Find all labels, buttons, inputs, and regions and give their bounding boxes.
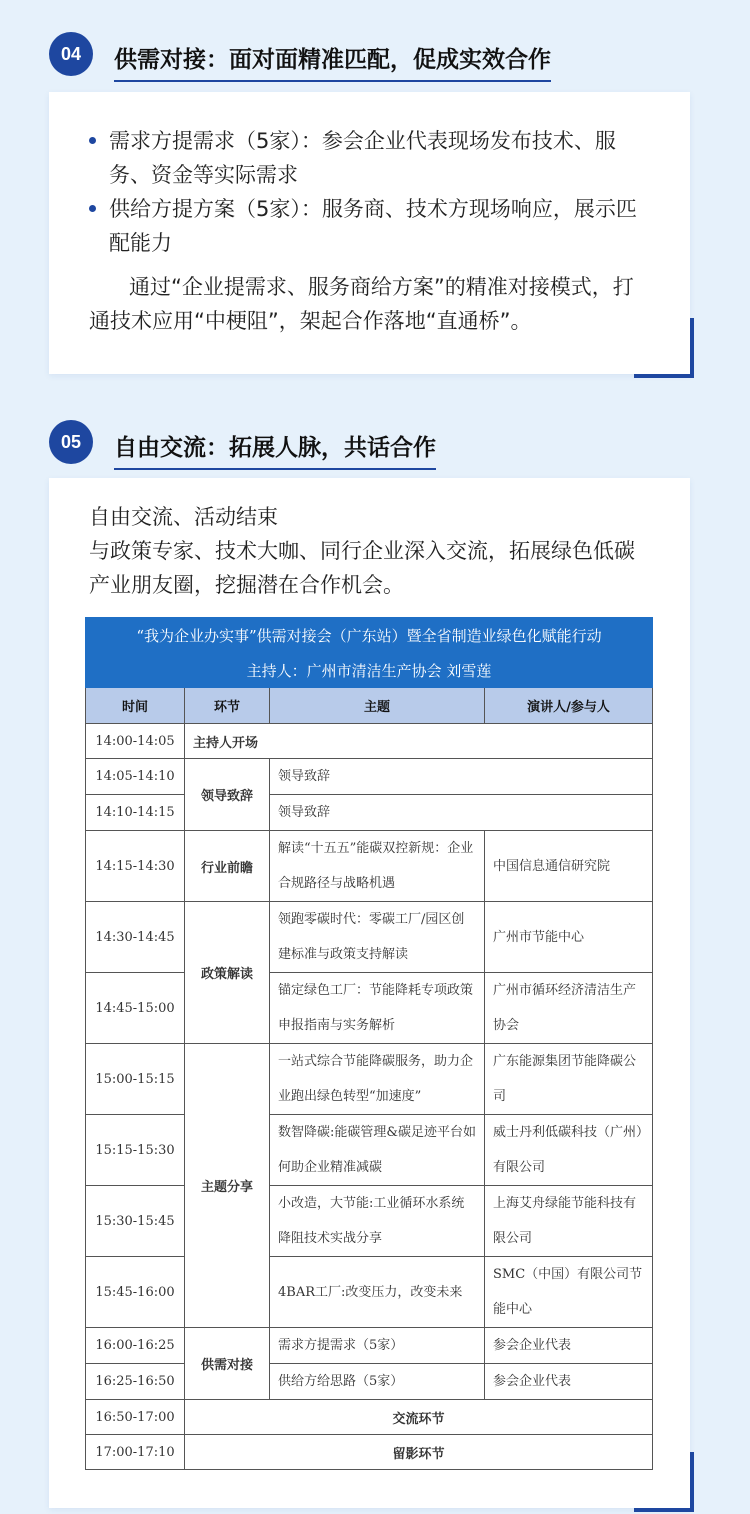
row-topic: 锚定绿色工厂：节能降耗专项政策申报指南与实务解析 [270,973,485,1044]
row-time: 15:15-15:30 [86,1115,185,1186]
section-05-title: 自由交流：拓展人脉，共话合作 [114,429,436,470]
row-speaker: 参会企业代表 [485,1364,653,1400]
row-time: 15:45-16:00 [86,1257,185,1328]
row-topic: 领跑零碳时代：零碳工厂/园区创建标准与政策支持解读 [270,902,485,973]
row-time: 16:00-16:25 [86,1328,185,1364]
row-topic: 解读“十五五”能碳双控新规：企业合规路径与战略机遇 [270,831,485,902]
row-time: 14:45-15:00 [86,973,185,1044]
table-row [86,1435,653,1470]
schedule-table [85,617,653,1470]
section-05-line2: 与政策专家、技术大咖、同行企业深入交流，拓展绿色低碳产业朋友圈，挖掘潜在合作机会。 [89,539,635,597]
row-speaker: SMC（中国）有限公司节能中心 [485,1257,653,1328]
row-time: 15:30-15:45 [86,1186,185,1257]
table-row [86,902,653,973]
row-speaker: 广东能源集团节能降碳公司 [485,1044,653,1115]
row-segment: 政策解读 [185,902,270,1044]
table-row [86,724,653,759]
row-segment: 行业前瞻 [185,831,270,902]
section-04-paragraph: 通过“企业提需求、服务商给方案”的精准对接模式，打通技术应用“中梗阻”，架起合作落地“直通桥”。 [89,275,634,333]
table-row [86,1044,653,1115]
row-time: 14:05-14:10 [86,759,185,795]
row-topic: 4BAR工厂:改变压力，改变未来 [270,1257,485,1328]
row-time: 14:00-14:05 [86,724,185,759]
row-segment: 交流环节 [185,1400,653,1435]
row-speaker: 广州市循环经济清洁生产协会 [485,973,653,1044]
schedule-title: “我为企业办实事”供需对接会（广东站）暨全省制造业绿色化赋能行动 [86,618,653,653]
table-row [86,1400,653,1435]
table-row [86,1328,653,1364]
row-segment: 主题分享 [185,1044,270,1328]
row-speaker: 上海艾舟绿能节能科技有限公司 [485,1186,653,1257]
row-topic: 小改造，大节能:工业循环水系统降阻技术实战分享 [270,1186,485,1257]
row-segment: 供需对接 [185,1328,270,1400]
table-row [86,1115,653,1186]
card-corner-decoration [634,318,694,378]
header-time: 时间 [86,688,185,724]
bullet-dot [89,205,96,212]
row-segment: 留影环节 [185,1435,653,1470]
bullet-demand [89,124,650,192]
row-topic: 需求方提需求（5家） [270,1328,485,1364]
row-time: 14:10-14:15 [86,795,185,831]
table-row [86,1186,653,1257]
section-05-badge: 05 [49,420,93,464]
row-time: 15:00-15:15 [86,1044,185,1115]
row-topic: 一站式综合节能降碳服务，助力企业跑出绿色转型“加速度” [270,1044,485,1115]
row-time: 16:50-17:00 [86,1400,185,1435]
row-speaker: 威士丹利低碳科技（广州）有限公司 [485,1115,653,1186]
bullet-supply [89,192,650,260]
row-time: 14:15-14:30 [86,831,185,902]
row-segment: 主持人开场 [185,724,653,759]
section-04-title: 供需对接：面对面精准匹配，促成实效合作 [114,41,551,82]
row-time: 16:25-16:50 [86,1364,185,1400]
header-topic: 主题 [270,688,485,724]
table-row [86,759,653,795]
bullet-dot [89,137,96,144]
section-05-line1: 自由交流、活动结束 [89,505,278,529]
row-segment: 领导致辞 [185,759,270,831]
row-speaker: 广州市节能中心 [485,902,653,973]
header-segment: 环节 [185,688,270,724]
row-time: 17:00-17:10 [86,1435,185,1470]
row-topic: 领导致辞 [270,795,653,831]
row-topic: 供给方给思路（5家） [270,1364,485,1400]
table-row [86,973,653,1044]
row-time: 14:30-14:45 [86,902,185,973]
row-speaker: 中国信息通信研究院 [485,831,653,902]
table-row [86,795,653,831]
table-row [86,1364,653,1400]
bullet-supply-text: 供给方提方案（5家）：服务商、技术方现场响应，展示匹配能力 [109,197,637,255]
section-04-badge: 04 [49,32,93,76]
table-row [86,1257,653,1328]
section-04-card [49,92,690,374]
bullet-demand-text: 需求方提需求（5家）：参会企业代表现场发布技术、服务、资金等实际需求 [109,129,616,187]
schedule-host: 主持人：广州市清洁生产协会 刘雪莲 [86,653,653,688]
header-speaker: 演讲人/参与人 [485,688,653,724]
table-row [86,831,653,902]
row-topic: 领导致辞 [270,759,653,795]
row-topic: 数智降碳:能碳管理&碳足迹平台如何助企业精准减碳 [270,1115,485,1186]
row-speaker: 参会企业代表 [485,1328,653,1364]
